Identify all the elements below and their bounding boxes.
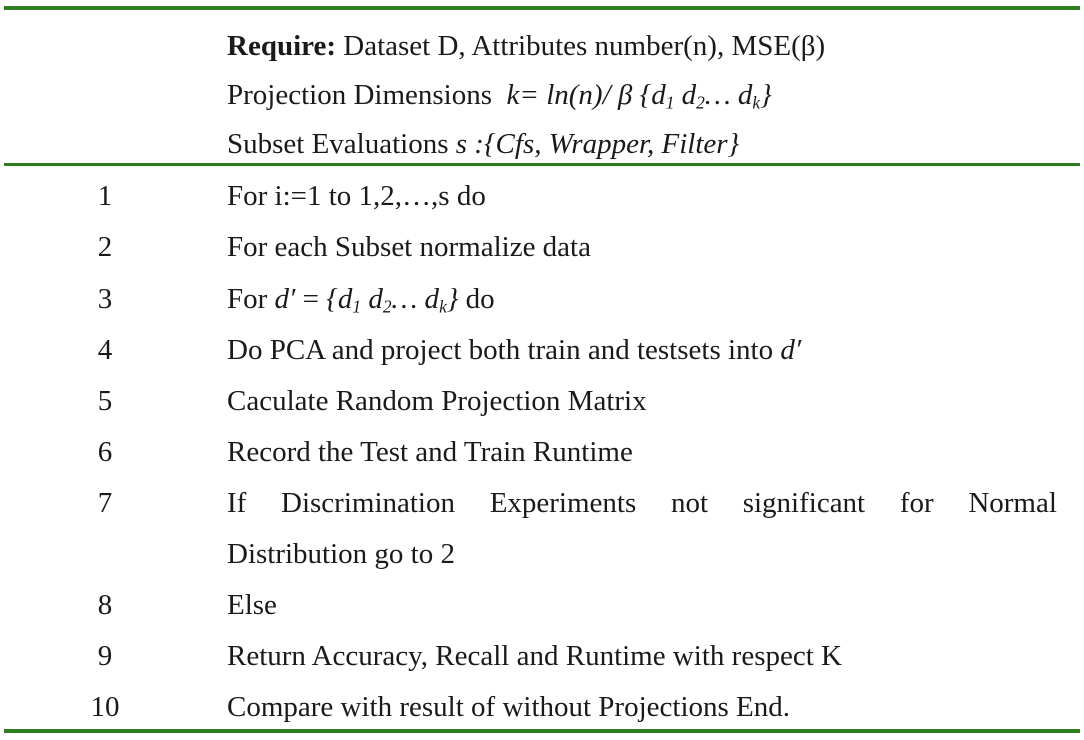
step-number: 10 <box>90 691 120 723</box>
step-number: 2 <box>97 231 113 263</box>
subset-text: Subset Evaluations <box>227 128 449 160</box>
step-number: 9 <box>97 640 113 672</box>
projection-formula: k= ln(n)/ β <box>506 79 633 111</box>
step-text: Caculate Random Projection Matrix <box>227 385 647 417</box>
step-text: For i:=1 to 1,2,…,s do <box>227 180 486 212</box>
require-line <box>227 28 825 64</box>
step-number: 5 <box>97 385 113 417</box>
step-text-continued: Distribution go to 2 <box>227 538 455 570</box>
subset-formula: s :{Cfs, Wrapper, Filter} <box>455 128 740 160</box>
middle-rule <box>4 163 1080 166</box>
step-text: For $d' = \{d_1$ $d_2\dots$ $d_k$} do <box>227 283 495 317</box>
projection-set: {$d_1$ $d_2\dots$ $d_k$} <box>639 79 772 113</box>
step-number: 8 <box>97 589 113 621</box>
step-text: If Discrimination Experiments not significant for Normal <box>227 487 1057 519</box>
step-text: Record the Test and Train Runtime <box>227 436 633 468</box>
require-text: Dataset D, Attributes number(n), MSE(β) <box>343 30 826 62</box>
step-text: Else <box>227 589 277 621</box>
projection-text: Projection Dimensions <box>227 79 493 111</box>
step-text: For each Subset normalize data <box>227 231 591 263</box>
projection-line <box>227 77 772 113</box>
step-number: 4 <box>97 334 113 366</box>
step-number: 7 <box>97 487 113 519</box>
top-rule <box>4 6 1080 10</box>
step-number: 6 <box>97 436 113 468</box>
subset-line <box>227 126 739 162</box>
step-text: Do PCA and project both train and testsets into d′ <box>227 334 802 366</box>
require-label: Require: <box>227 30 337 62</box>
step-text: Compare with result of without Projections End. <box>227 691 791 723</box>
step-text: Return Accuracy, Recall and Runtime with respect K <box>227 640 842 672</box>
step-number: 3 <box>97 283 113 315</box>
bottom-rule <box>4 729 1080 733</box>
step-number: 1 <box>97 180 113 212</box>
